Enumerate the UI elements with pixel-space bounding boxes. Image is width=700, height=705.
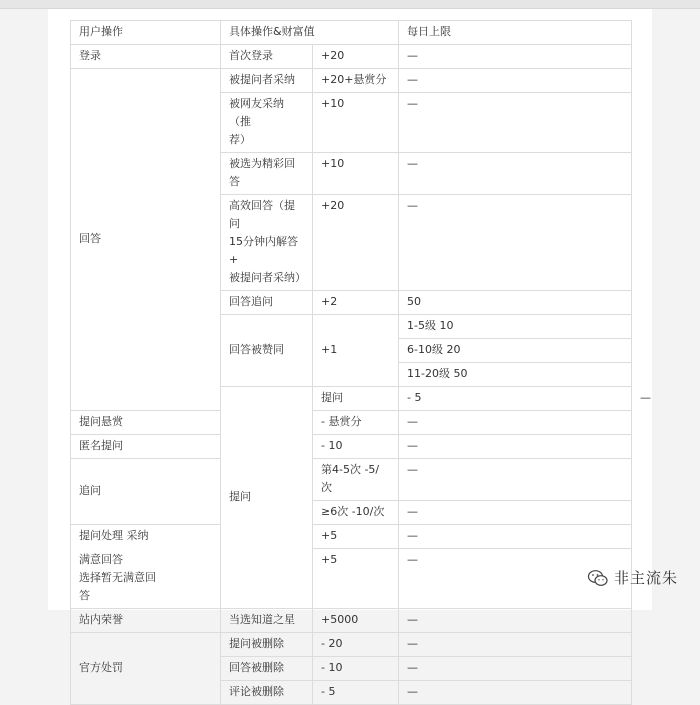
cell-action-line: 满意回答 (79, 552, 123, 566)
group-login: 登录 (71, 45, 221, 69)
cell-value: +5 (313, 549, 399, 609)
cell-limit: — (399, 411, 632, 435)
cell-value: - 5 (313, 680, 399, 704)
cell-limit: — (399, 153, 632, 195)
cell-limit: — (399, 501, 632, 525)
cell-limit: — (399, 656, 632, 680)
table-row (71, 525, 632, 549)
table-row (71, 435, 632, 459)
cell-action-line: 选择暂无满意回 (79, 570, 156, 584)
cell-value: +20 (313, 45, 399, 69)
cell-value: +5 (313, 525, 399, 549)
cell-action: 提问悬赏 (71, 411, 221, 435)
table-header-row (71, 21, 632, 45)
cell-value: ≥6次 -10/次 (313, 501, 399, 525)
cell-action-line: 被网友采纳（推 (229, 97, 284, 128)
cell-value: +10 (313, 153, 399, 195)
cell-value: +20 (313, 195, 399, 291)
cell-action: 回答被删除 (221, 656, 313, 680)
cell-action: 提问处理 采纳 (71, 525, 221, 549)
cell-limit: — (399, 608, 632, 632)
cell-action (221, 93, 313, 153)
cell-limit: — (399, 632, 632, 656)
cell-limit: — (399, 69, 632, 93)
table-row (71, 45, 632, 69)
cell-action: 追问 (71, 459, 221, 525)
cell-action-line: 被提问者采纳） (229, 271, 306, 284)
cell-value: - 10 (313, 435, 399, 459)
cell-action: 提问 (313, 387, 399, 411)
cell-limit: — (399, 45, 632, 69)
table-row (71, 608, 632, 632)
cell-limit: 1-5级 10 (399, 315, 632, 339)
table-row (71, 411, 632, 435)
top-bar (0, 0, 700, 9)
cell-action-line: 荐） (229, 133, 251, 146)
cell-value: - 20 (313, 632, 399, 656)
cell-action: 评论被删除 (221, 680, 313, 704)
cell-value: +2 (313, 291, 399, 315)
cell-value: - 10 (313, 656, 399, 680)
cell-limit: — (399, 195, 632, 291)
wechat-icon (587, 569, 609, 587)
cell-action: 匿名提问 (71, 435, 221, 459)
cell-action-line: 高效回答（提问 (229, 199, 295, 230)
cell-action: 被选为精彩回答 (221, 153, 313, 195)
cell-action: 被提问者采纳 (221, 69, 313, 93)
cell-limit: — (399, 435, 632, 459)
cell-action (221, 195, 313, 291)
header-user-action: 用户操作 (71, 21, 221, 45)
group-penalty: 官方处罚 (71, 632, 221, 704)
cell-limit: — (399, 93, 632, 153)
table-row (71, 632, 632, 656)
watermark-text: 非主流朱 (613, 569, 678, 587)
header-daily-limit: 每日上限 (399, 21, 632, 45)
cell-limit: — (399, 525, 632, 549)
cell-value: +1 (313, 315, 399, 387)
cell-value: - 5 (399, 387, 632, 411)
cell-action: 提问被删除 (221, 632, 313, 656)
cell-limit: 6-10级 20 (399, 339, 632, 363)
cell-limit: 50 (399, 291, 632, 315)
table-row (71, 459, 632, 501)
cell-value: +20+悬赏分 (313, 69, 399, 93)
cell-value: - 悬赏分 (313, 411, 399, 435)
watermark (587, 567, 678, 588)
cell-action: 回答被赞同 (221, 315, 313, 387)
cell-value: +10 (313, 93, 399, 153)
cell-action-line: 答 (79, 588, 90, 602)
cell-action: 当选知道之星 (221, 608, 313, 632)
cell-value: +5000 (313, 608, 399, 632)
cell-value: 第4-5次 -5/次 (313, 459, 399, 501)
group-ask: 提问 (221, 387, 313, 609)
table-row (71, 549, 632, 609)
table-row: 提问 提问 - 5 — (71, 387, 632, 411)
cell-action (71, 549, 221, 609)
table-row (71, 69, 632, 93)
cell-limit: — (399, 459, 632, 501)
cell-action-line: 15分钟内解答+ (229, 235, 298, 266)
cell-action: 回答追问 (221, 291, 313, 315)
cell-action: 首次登录 (221, 45, 313, 69)
header-operation-wealth: 具体操作&财富值 (221, 21, 399, 45)
group-honor: 站内荣誉 (71, 608, 221, 632)
document-page (48, 9, 652, 698)
cell-limit: — (399, 549, 632, 609)
cell-limit: 11-20级 50 (399, 363, 632, 387)
group-answer: 回答 (71, 69, 221, 411)
cell-limit: — (399, 680, 632, 704)
